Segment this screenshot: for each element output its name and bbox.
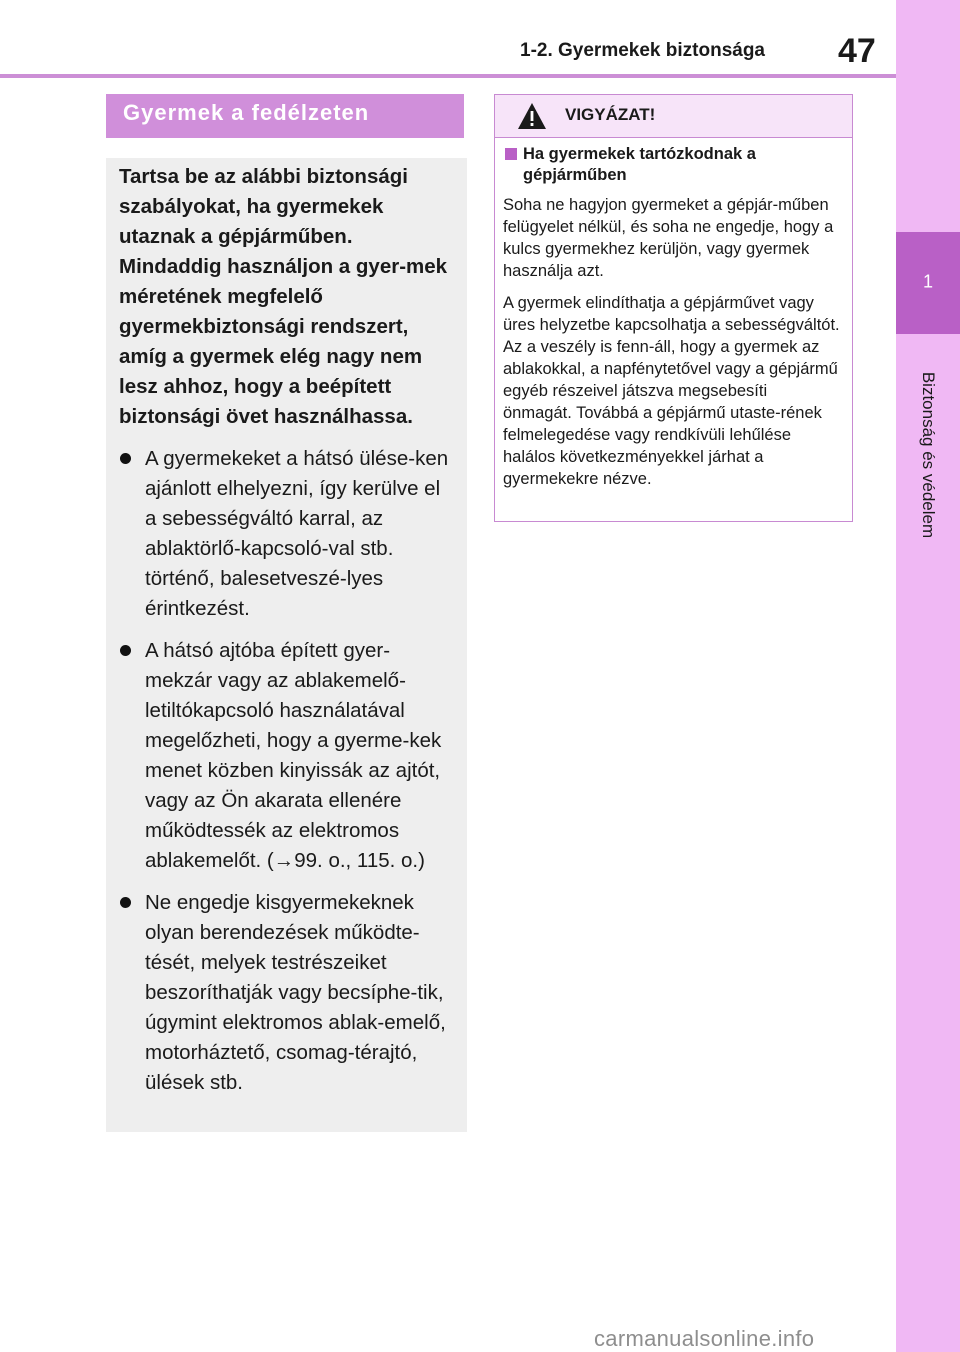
watermark: carmanualsonline.info [594,1326,815,1351]
bullet-dot-icon [120,645,131,656]
warning-title: VIGYÁZAT! [565,105,656,124]
warning-box [494,94,853,522]
header-title: 1-2. Gyermekek biztonsága [520,40,765,61]
square-bullet-icon [505,148,517,160]
side-tab [896,0,960,1352]
warning-header [495,95,852,138]
warning-paragraph: A gyermek elindíthatja a gépjárművet vagy üres helyzetbe kapcsolhatja a sebességváltót. Az a veszély is fenn-áll, hogy a gyermek az ablakokkal, a napfénytetővel vagy a gépjármű egyéb részeivel játszva megsebesíti önmagát. Továbbá a gépjármű utaste-rének felmelegedése vagy rendkívüli lehűlése halálos következményekkel járhat a gyermekekre nézve. [503,294,840,488]
bullet-text: A gyermekeket a hátsó ülése-ken ajánlott elhelyezni, így kerülve el a sebességváltó karral, az ablaktörlő-kapcsoló-val stb. történő, balesetveszé-lyes érintkezést. [145,447,449,620]
warning-body [495,138,852,490]
warning-paragraph: Soha ne hagyjon gyermeket a gépjár-műben felügyelet nélkül, és soha ne engedje, hogy a kulcs gyermekhez kerüljön, vagy gyermek használja azt. [503,196,834,280]
page-number: 47 [838,32,876,70]
warning-triangle-icon [517,102,547,130]
side-tab-number: 1 [922,271,933,292]
list-item [119,888,455,1098]
header-rule [0,74,896,78]
side-tab-label: Biztonság és védelem [919,371,938,539]
intro-text: Tartsa be az alábbi biztonsági szabályokat, ha gyermekek utaznak a gépjárműben. Mindaddig használjon a gyer-mek méretének megfelelő gyermekbiztonsági rendszert, amíg a gyermek elég nagy nem lesz ahhoz, hogy a beépített biztonsági övet használhassa. [119,165,448,428]
bullet-list [119,444,455,1098]
bullet-dot-icon [120,897,131,908]
bullet-text: A hátsó ajtóba épített gyer-mekzár vagy az ablakemelő-letiltókapcsoló használatával megelőzheti, hogy a gyerme-kek menet közben kinyissák az ajtót, vagy az Ön akarata ellenére működtessék az elektromos ablakemelőt. (→99. o., 115. o.) [145,639,442,872]
content-box [106,158,467,1132]
bullet-text: Ne engedje kisgyermekeknek olyan berendezések működte-tését, melyek testrészeiket beszoríthatják vagy becsíphe-tik, úgymint elektromos ablak-emelő, motorháztető, csomag-térajtó, ülések stb. [145,891,446,1094]
warning-subheading [503,144,840,186]
section-heading: Gyermek a fedélzeten [106,94,464,138]
warning-subheading-text: Ha gyermekek tartózkodnak a gépjárműben [523,145,756,184]
list-item [119,444,455,624]
bullet-dot-icon [120,453,131,464]
list-item [119,636,455,876]
